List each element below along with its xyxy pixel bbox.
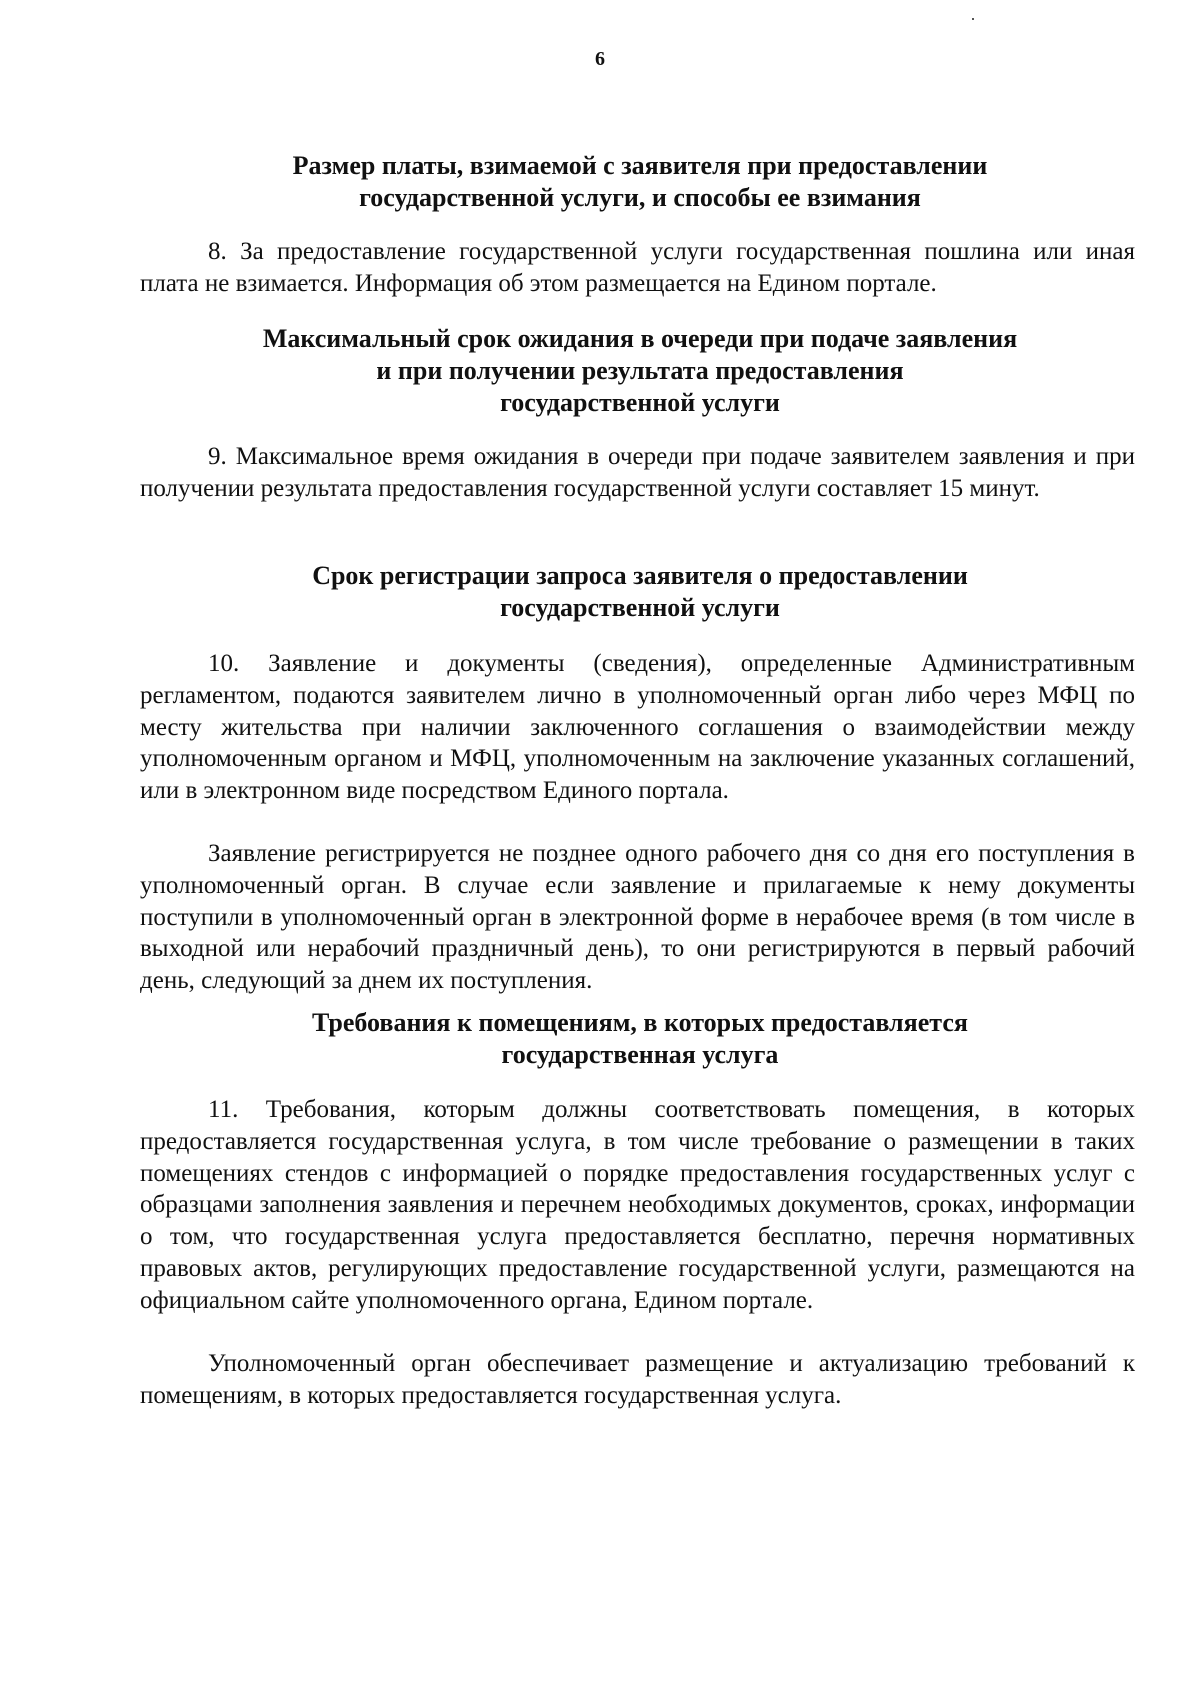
- section-heading-queue-time: Максимальный срок ожидания в очереди при подаче заявления и при получении результата предоставления государственной услуги: [262, 324, 1018, 417]
- paragraph-8: 8. За предоставление государственной услуги государственная пошлина или иная плата не взимается. Информация об этом размещается на Едином портале.: [140, 238, 1135, 297]
- paragraph-10: 10. Заявление и документы (сведения), определенные Административным регламентом, подаются заявителем лично в уполномоченный орган либо через МФЦ по месту жительства при наличии заключенного соглашения о взаимодействии между уполномоченным органом и МФЦ, уполномоченным на заключение указанных соглашений, или в электронном виде посредством Единого портала.: [140, 650, 1135, 805]
- page-number: 6: [595, 48, 605, 70]
- paragraph-10-continued: Заявление регистрируется не позднее одного рабочего дня со дня его поступления в уполномоченный орган. В случае если заявление и прилагаемые к нему документы поступили в уполномоченный орган в электронной форме в нерабочее время (в том числе в выходной или нерабочий праздничный день), то они регистрируются в первый рабочий день, следующий за днем их поступления.: [140, 840, 1135, 995]
- scan-artifact: [972, 18, 974, 20]
- paragraph-11: 11. Требования, которым должны соответствовать помещения, в которых предоставляется государственная услуга, в том числе требование о размещении в таких помещениях стендов с информацией о порядке предоставления государственных услуг с образцами заполнения заявления и перечнем необходимых документов, сроках, информации о том, что государственная услуга предоставляется бесплатно, перечня нормативных правовых актов, регулирующих предоставление государственной услуги, размещаются на официальном сайте уполномоченного органа, Едином портале.: [140, 1096, 1135, 1314]
- paragraph-11-continued: Уполномоченный орган обеспечивает размещение и актуализацию требований к помещениям, в которых предоставляется государственная услуга.: [140, 1350, 1135, 1409]
- section-heading-premises: Требования к помещениям, в которых предоставляется государственная услуга: [312, 1008, 968, 1069]
- paragraph-9: 9. Максимальное время ожидания в очереди при подаче заявителем заявления и при получении результата предоставления государственной услуги составляет 15 минут.: [140, 443, 1135, 502]
- section-heading-registration: Срок регистрации запроса заявителя о предоставлении государственной услуги: [312, 561, 968, 622]
- section-heading-fee: Размер платы, взимаемой с заявителя при предоставлении государственной услуги, и способы ее взимания: [292, 151, 988, 212]
